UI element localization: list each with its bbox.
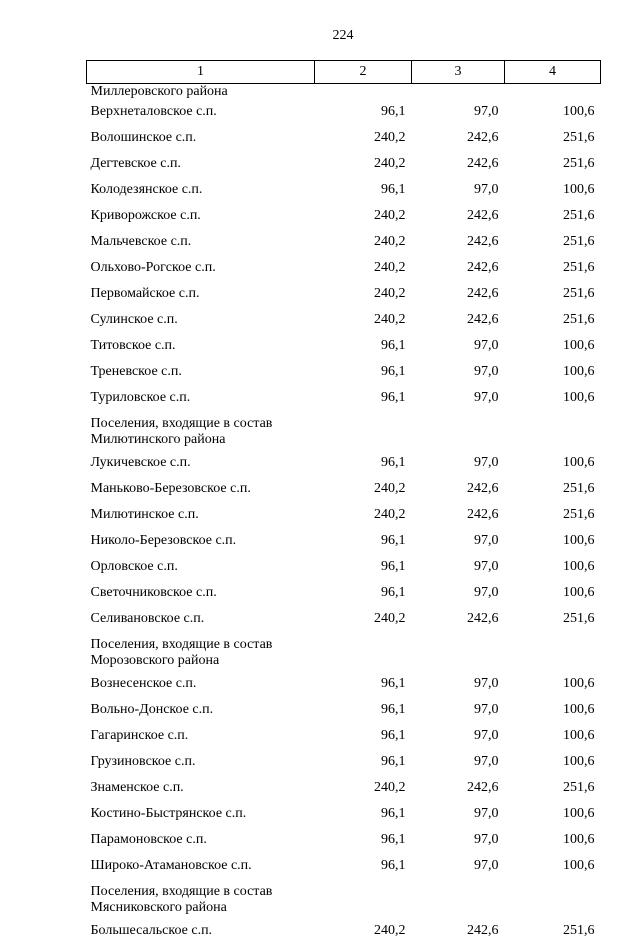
section-header-row [87,880,601,919]
settlement-name: Колодезянское с.п. [87,178,315,204]
value-col-3: 97,0 [412,178,505,204]
table-row [87,724,601,750]
value-col-2: 240,2 [315,256,412,282]
table-row [87,334,601,360]
value-col-2: 96,1 [315,100,412,126]
table-row [87,256,601,282]
settlement-name: Селивановское с.п. [87,607,315,633]
table-row [87,100,601,126]
value-col-3: 242,6 [412,152,505,178]
value-col-2: 240,2 [315,126,412,152]
table-row [87,672,601,698]
value-col-3: 97,0 [412,724,505,750]
value-col-4: 100,6 [505,672,601,698]
value-col-4: 251,6 [505,308,601,334]
settlement-name: Орловское с.п. [87,555,315,581]
table-row [87,503,601,529]
table-row [87,230,601,256]
section-title [87,412,601,451]
value-col-4: 100,6 [505,334,601,360]
page-number: 224 [0,28,640,44]
value-col-2: 96,1 [315,386,412,412]
table-row [87,776,601,802]
table-row [87,854,601,880]
value-col-3: 97,0 [412,529,505,555]
value-col-4: 100,6 [505,698,601,724]
value-col-3: 242,6 [412,503,505,529]
settlement-name: Светочниковское с.п. [87,581,315,607]
value-col-3: 242,6 [412,308,505,334]
settlement-name: Первомайское с.п. [87,282,315,308]
value-col-3: 97,0 [412,451,505,477]
value-col-2: 240,2 [315,204,412,230]
value-col-3: 97,0 [412,581,505,607]
value-col-4: 100,6 [505,100,601,126]
table-row [87,152,601,178]
value-col-4: 100,6 [505,854,601,880]
value-col-4: 100,6 [505,828,601,854]
value-col-3: 242,6 [412,126,505,152]
value-col-2: 240,2 [315,282,412,308]
settlement-name: Гагаринское с.п. [87,724,315,750]
settlement-name: Николо-Березовское с.п. [87,529,315,555]
value-col-4: 100,6 [505,529,601,555]
value-col-4: 100,6 [505,178,601,204]
settlement-name: Парамоновское с.п. [87,828,315,854]
section-title-line: Поселения, входящие в состав [91,884,601,900]
table-row [87,828,601,854]
value-col-3: 242,6 [412,776,505,802]
settlement-name: Волошинское с.п. [87,126,315,152]
value-col-2: 96,1 [315,724,412,750]
value-col-2: 240,2 [315,152,412,178]
table-row [87,360,601,386]
value-col-2: 240,2 [315,308,412,334]
value-col-3: 97,0 [412,360,505,386]
value-col-2: 96,1 [315,802,412,828]
table-row [87,386,601,412]
settlement-name: Криворожское с.п. [87,204,315,230]
table-row [87,451,601,477]
section-title [87,880,601,919]
section-title-line: Милютинского района [91,432,601,448]
section-title [87,633,601,672]
settlement-name: Широко-Атамановское с.п. [87,854,315,880]
table-row [87,750,601,776]
settlement-name: Вознесенское с.п. [87,672,315,698]
value-col-4: 251,6 [505,919,601,945]
table-row [87,204,601,230]
value-col-3: 242,6 [412,256,505,282]
value-col-4: 251,6 [505,230,601,256]
settlement-name: Ольхово-Рогское с.п. [87,256,315,282]
value-col-2: 240,2 [315,776,412,802]
value-col-2: 96,1 [315,698,412,724]
value-col-2: 96,1 [315,529,412,555]
value-col-4: 251,6 [505,607,601,633]
value-col-3: 97,0 [412,555,505,581]
value-col-2: 96,1 [315,828,412,854]
settlement-name: Грузиновское с.п. [87,750,315,776]
value-col-3: 97,0 [412,334,505,360]
value-col-2: 96,1 [315,451,412,477]
section-title-line: Поселения, входящие в состав [91,416,601,432]
value-col-2: 240,2 [315,607,412,633]
data-table [86,60,601,945]
section-header-row [87,412,601,451]
settlement-name: Маньково-Березовское с.п. [87,477,315,503]
column-header-1: 1 [87,61,315,84]
value-col-4: 100,6 [505,360,601,386]
table-row [87,581,601,607]
value-col-2: 240,2 [315,919,412,945]
value-col-4: 100,6 [505,555,601,581]
table-body [87,84,601,945]
value-col-2: 96,1 [315,854,412,880]
value-col-3: 242,6 [412,204,505,230]
value-col-4: 251,6 [505,477,601,503]
table-row [87,282,601,308]
value-col-4: 251,6 [505,126,601,152]
table-header-row [87,61,601,84]
table-row [87,919,601,945]
value-col-4: 251,6 [505,204,601,230]
value-col-2: 96,1 [315,581,412,607]
settlement-name: Милютинское с.п. [87,503,315,529]
table-row [87,126,601,152]
section-title-line: Морозовского района [91,653,601,669]
value-col-2: 240,2 [315,503,412,529]
table-row [87,607,601,633]
value-col-4: 251,6 [505,503,601,529]
value-col-3: 242,6 [412,919,505,945]
value-col-2: 96,1 [315,334,412,360]
table-row [87,178,601,204]
value-col-3: 97,0 [412,750,505,776]
table-row [87,529,601,555]
value-col-2: 96,1 [315,178,412,204]
continuation-label: Миллеровского района [87,84,601,101]
settlement-name: Треневское с.п. [87,360,315,386]
value-col-3: 97,0 [412,802,505,828]
value-col-3: 97,0 [412,386,505,412]
value-col-3: 97,0 [412,672,505,698]
value-col-3: 97,0 [412,100,505,126]
value-col-4: 100,6 [505,724,601,750]
value-col-4: 100,6 [505,802,601,828]
section-title-line: Мясниковского района [91,900,601,916]
table-row [87,308,601,334]
settlement-name: Титовское с.п. [87,334,315,360]
settlement-name: Сулинское с.п. [87,308,315,334]
value-col-3: 242,6 [412,607,505,633]
table-row [87,555,601,581]
value-col-3: 242,6 [412,477,505,503]
value-col-2: 96,1 [315,750,412,776]
value-col-4: 251,6 [505,152,601,178]
settlement-name: Туриловское с.п. [87,386,315,412]
settlement-name: Костино-Быстрянское с.п. [87,802,315,828]
value-col-4: 251,6 [505,256,601,282]
value-col-3: 242,6 [412,230,505,256]
value-col-4: 100,6 [505,581,601,607]
table-row [87,802,601,828]
column-header-4: 4 [505,61,601,84]
value-col-3: 242,6 [412,282,505,308]
settlement-name: Знаменское с.п. [87,776,315,802]
settlement-name: Мальчевское с.п. [87,230,315,256]
settlement-name: Дегтевское с.п. [87,152,315,178]
table-row [87,698,601,724]
value-col-4: 100,6 [505,451,601,477]
column-header-3: 3 [412,61,505,84]
section-header-row [87,633,601,672]
column-header-2: 2 [315,61,412,84]
value-col-2: 96,1 [315,360,412,386]
value-col-2: 240,2 [315,477,412,503]
value-col-4: 100,6 [505,386,601,412]
continuation-row [87,84,601,101]
value-col-3: 97,0 [412,698,505,724]
value-col-3: 97,0 [412,854,505,880]
settlement-name: Верхнеталовское с.п. [87,100,315,126]
value-col-2: 96,1 [315,672,412,698]
settlement-name: Большесальское с.п. [87,919,315,945]
value-col-2: 96,1 [315,555,412,581]
section-title-line: Поселения, входящие в состав [91,637,601,653]
settlement-name: Лукичевское с.п. [87,451,315,477]
value-col-4: 251,6 [505,776,601,802]
value-col-3: 97,0 [412,828,505,854]
value-col-2: 240,2 [315,230,412,256]
value-col-4: 100,6 [505,750,601,776]
settlement-name: Вольно-Донское с.п. [87,698,315,724]
table-row [87,477,601,503]
value-col-4: 251,6 [505,282,601,308]
